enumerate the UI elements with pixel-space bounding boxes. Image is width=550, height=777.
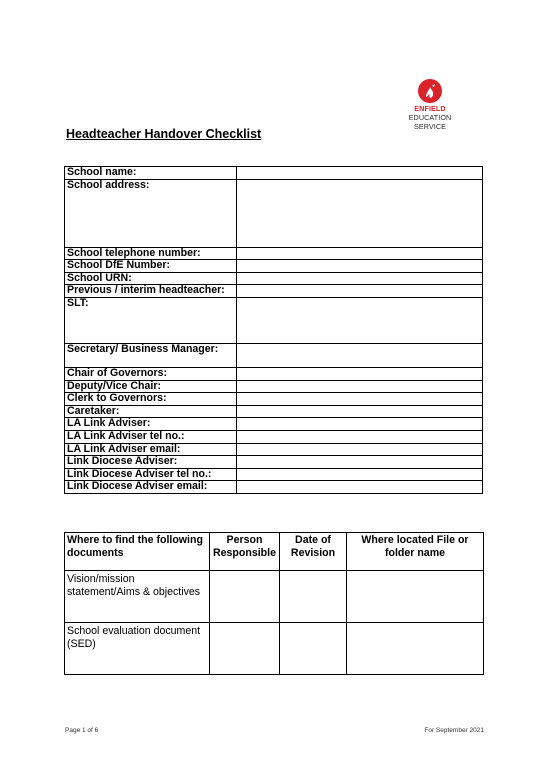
info-value-cell[interactable] bbox=[237, 167, 483, 180]
info-row bbox=[65, 260, 483, 273]
info-label: Link Diocese Adviser email: bbox=[65, 481, 237, 494]
info-label: School DfE Number: bbox=[65, 260, 237, 273]
info-row bbox=[65, 297, 483, 343]
info-value-cell[interactable] bbox=[237, 443, 483, 456]
info-value-cell[interactable] bbox=[237, 272, 483, 285]
info-label: LA Link Adviser email: bbox=[65, 443, 237, 456]
info-value-cell[interactable] bbox=[237, 468, 483, 481]
header-date-of-revision: Date of Revision bbox=[280, 533, 347, 571]
person-responsible-cell[interactable] bbox=[210, 623, 280, 675]
info-label: School URN: bbox=[65, 272, 237, 285]
info-value-cell[interactable] bbox=[237, 297, 483, 343]
info-value-cell[interactable] bbox=[237, 380, 483, 393]
where-located-cell[interactable] bbox=[347, 623, 484, 675]
info-row bbox=[65, 481, 483, 494]
info-row bbox=[65, 285, 483, 298]
info-value-cell[interactable] bbox=[237, 456, 483, 469]
info-label: Secretary/ Business Manager: bbox=[65, 343, 237, 367]
info-value-cell[interactable] bbox=[237, 393, 483, 406]
info-row bbox=[65, 405, 483, 418]
info-row bbox=[65, 456, 483, 469]
info-row bbox=[65, 430, 483, 443]
info-label: Chair of Governors: bbox=[65, 367, 237, 380]
info-value-cell[interactable] bbox=[237, 247, 483, 260]
info-row bbox=[65, 167, 483, 180]
enfield-flame-icon bbox=[417, 78, 443, 104]
info-label: Deputy/Vice Chair: bbox=[65, 380, 237, 393]
info-row bbox=[65, 380, 483, 393]
logo-text-education: EDUCATION bbox=[408, 113, 452, 122]
info-row bbox=[65, 343, 483, 367]
info-label: Link Diocese Adviser tel no.: bbox=[65, 468, 237, 481]
header-where-located: Where located File or folder name bbox=[347, 533, 484, 571]
info-label: Caretaker: bbox=[65, 405, 237, 418]
info-row bbox=[65, 367, 483, 380]
info-row bbox=[65, 393, 483, 406]
document-name: School evaluation document (SED) bbox=[65, 623, 210, 675]
info-label: School telephone number: bbox=[65, 247, 237, 260]
info-label: Previous / interim headteacher: bbox=[65, 285, 237, 298]
info-row bbox=[65, 272, 483, 285]
document-row bbox=[65, 623, 484, 675]
info-value-cell[interactable] bbox=[237, 343, 483, 367]
info-value-cell[interactable] bbox=[237, 367, 483, 380]
documents-header-row bbox=[65, 533, 484, 571]
document-row bbox=[65, 571, 484, 623]
info-label: School address: bbox=[65, 179, 237, 247]
info-value-cell[interactable] bbox=[237, 285, 483, 298]
info-label: LA Link Adviser tel no.: bbox=[65, 430, 237, 443]
info-value-cell[interactable] bbox=[237, 418, 483, 431]
date-of-revision-cell[interactable] bbox=[280, 571, 347, 623]
enfield-logo bbox=[402, 78, 458, 131]
logo-text-enfield: ENFIELD bbox=[414, 104, 446, 113]
person-responsible-cell[interactable] bbox=[210, 571, 280, 623]
school-info-table bbox=[64, 166, 483, 494]
info-value-cell[interactable] bbox=[237, 430, 483, 443]
info-label: LA Link Adviser: bbox=[65, 418, 237, 431]
document-name: Vision/mission statement/Aims & objectives bbox=[65, 571, 210, 623]
info-value-cell[interactable] bbox=[237, 260, 483, 273]
info-value-cell[interactable] bbox=[237, 405, 483, 418]
info-row bbox=[65, 418, 483, 431]
footer-page-number: Page 1 of 6 bbox=[65, 727, 99, 734]
info-label: Clerk to Governors: bbox=[65, 393, 237, 406]
info-row bbox=[65, 247, 483, 260]
footer-date: For September 2021 bbox=[424, 727, 484, 734]
logo-text-service: SERVICE bbox=[413, 122, 447, 131]
info-row bbox=[65, 443, 483, 456]
header-person-responsible: Person Responsible bbox=[210, 533, 280, 571]
documents-table bbox=[64, 532, 484, 675]
info-value-cell[interactable] bbox=[237, 481, 483, 494]
info-value-cell[interactable] bbox=[237, 179, 483, 247]
info-label: Link Diocese Adviser: bbox=[65, 456, 237, 469]
info-label: School name: bbox=[65, 167, 237, 180]
where-located-cell[interactable] bbox=[347, 571, 484, 623]
page-title: Headteacher Handover Checklist bbox=[66, 127, 262, 141]
info-row bbox=[65, 179, 483, 247]
date-of-revision-cell[interactable] bbox=[280, 623, 347, 675]
info-row bbox=[65, 468, 483, 481]
header-documents: Where to find the following documents bbox=[65, 533, 210, 571]
info-label: SLT: bbox=[65, 297, 237, 343]
